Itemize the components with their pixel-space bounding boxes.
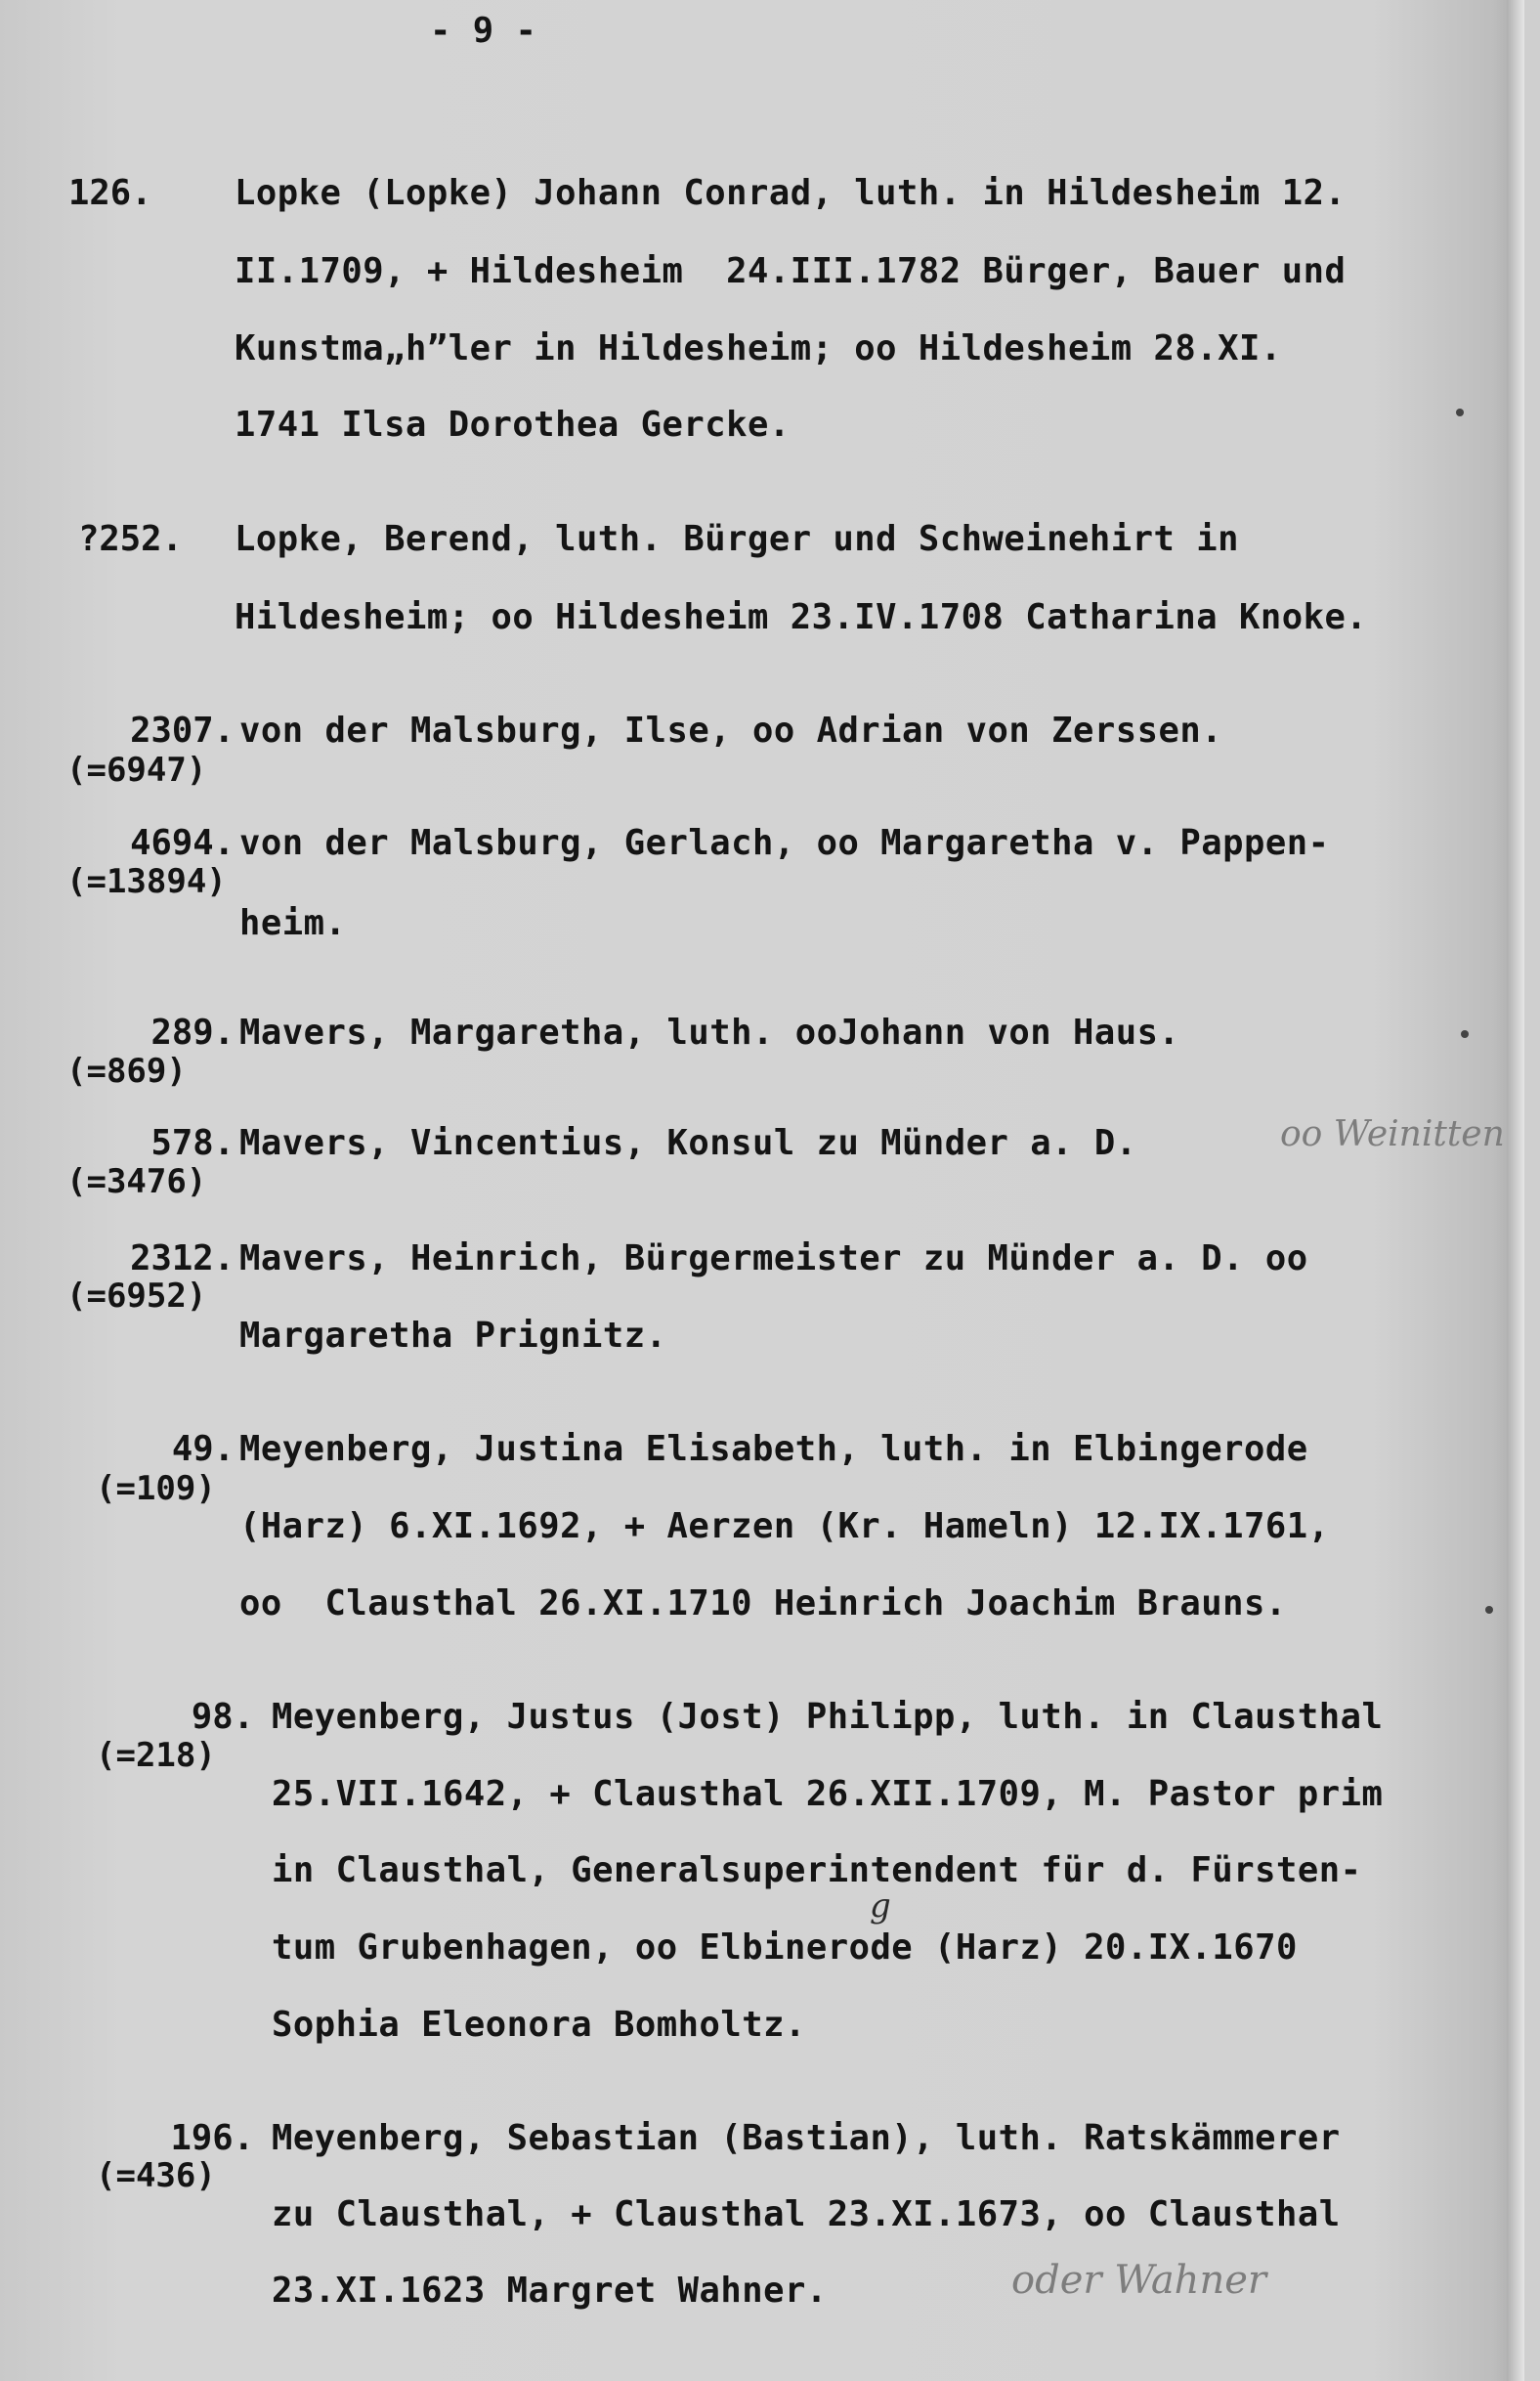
entry-reference: (=869) bbox=[66, 1052, 187, 1091]
entry-line: 23.XI.1623 Margret Wahner. bbox=[272, 2271, 828, 2311]
entry-line: von der Malsburg, Gerlach, oo Margaretha v. Pappen- bbox=[239, 823, 1330, 863]
entry-line: Kunstma„h”ler in Hildesheim; oo Hildesheim 28.XI. bbox=[235, 328, 1282, 368]
entry-line: Mavers, Vincentius, Konsul zu Münder a. D. bbox=[239, 1123, 1137, 1163]
handwritten-note: oder Wahner bbox=[1011, 2258, 1266, 2303]
entry-number: 4694. bbox=[130, 823, 235, 863]
entry-number: 2312. bbox=[130, 1238, 235, 1278]
handwritten-note: oo Weinitten bbox=[1280, 1114, 1505, 1154]
entry-reference: (=6952) bbox=[66, 1277, 207, 1316]
handwritten-insert: g bbox=[870, 1886, 891, 1926]
entry-line: zu Clausthal, + Clausthal 23.XI.1673, oo Clausthal bbox=[272, 2194, 1341, 2234]
entry-line: Hildesheim; oo Hildesheim 23.IV.1708 Catharina Knoke. bbox=[235, 597, 1368, 637]
entry-number: 578. bbox=[150, 1123, 235, 1163]
entry-line: Mavers, Heinrich, Bürgermeister zu Münder a. D. oo bbox=[239, 1238, 1308, 1278]
entry-line: II.1709, + Hildesheim 24.III.1782 Bürger, Bauer und bbox=[235, 251, 1347, 291]
entry-line: 1741 Ilsa Dorothea Gercke. bbox=[235, 405, 791, 445]
entry-line: Meyenberg, Justus (Jost) Philipp, luth. in Clausthal bbox=[272, 1697, 1384, 1737]
entry-reference: (=3476) bbox=[66, 1162, 207, 1201]
entry-reference: (=13894) bbox=[66, 862, 227, 901]
entry-reference: (=218) bbox=[96, 1736, 216, 1775]
ink-speck bbox=[1461, 1030, 1469, 1038]
entry-line: Margaretha Prignitz. bbox=[239, 1316, 667, 1356]
entry-line: Sophia Eleonora Bomholtz. bbox=[272, 2005, 806, 2045]
page-edge bbox=[1507, 0, 1524, 2381]
entry-number: 289. bbox=[150, 1013, 235, 1053]
ink-speck bbox=[1485, 1606, 1493, 1614]
entry-reference: (=436) bbox=[96, 2156, 216, 2195]
entry-line: Lopke (Lopke) Johann Conrad, luth. in Hildesheim 12. bbox=[235, 173, 1347, 213]
entry-number: ?252. bbox=[78, 519, 183, 559]
entry-line: in Clausthal, Generalsuperintendent für d. Fürsten- bbox=[272, 1850, 1362, 1890]
entry-reference: (=6947) bbox=[66, 751, 207, 790]
entry-number: 126. bbox=[68, 173, 152, 213]
entry-line: Meyenberg, Sebastian (Bastian), luth. Ratskämmerer bbox=[272, 2118, 1341, 2158]
ink-speck bbox=[1456, 409, 1464, 416]
entry-number: 49. bbox=[171, 1429, 235, 1469]
entry-number: 196. bbox=[170, 2118, 254, 2158]
entry-number: 98. bbox=[191, 1697, 254, 1737]
entry-line: (Harz) 6.XI.1692, + Aerzen (Kr. Hameln) 12.IX.1761, bbox=[239, 1506, 1330, 1546]
page-number: - 9 - bbox=[430, 11, 537, 51]
entry-line: Lopke, Berend, luth. Bürger und Schweinehirt in bbox=[235, 519, 1240, 559]
entry-line: tum Grubenhagen, oo Elbinerode (Harz) 20.IX.1670 bbox=[272, 1927, 1298, 1968]
entry-number: 2307. bbox=[130, 711, 235, 751]
entry-line: Meyenberg, Justina Elisabeth, luth. in Elbingerode bbox=[239, 1429, 1308, 1469]
entry-line: Mavers, Margaretha, luth. ooJohann von Haus. bbox=[239, 1013, 1180, 1053]
entry-reference: (=109) bbox=[96, 1469, 216, 1508]
entry-line: von der Malsburg, Ilse, oo Adrian von Zerssen. bbox=[239, 711, 1223, 751]
entry-line: 25.VII.1642, + Clausthal 26.XII.1709, M. Pastor prim bbox=[272, 1774, 1384, 1814]
entry-line: oo Clausthal 26.XI.1710 Heinrich Joachim Brauns. bbox=[239, 1583, 1287, 1623]
entry-line: heim. bbox=[239, 903, 347, 943]
